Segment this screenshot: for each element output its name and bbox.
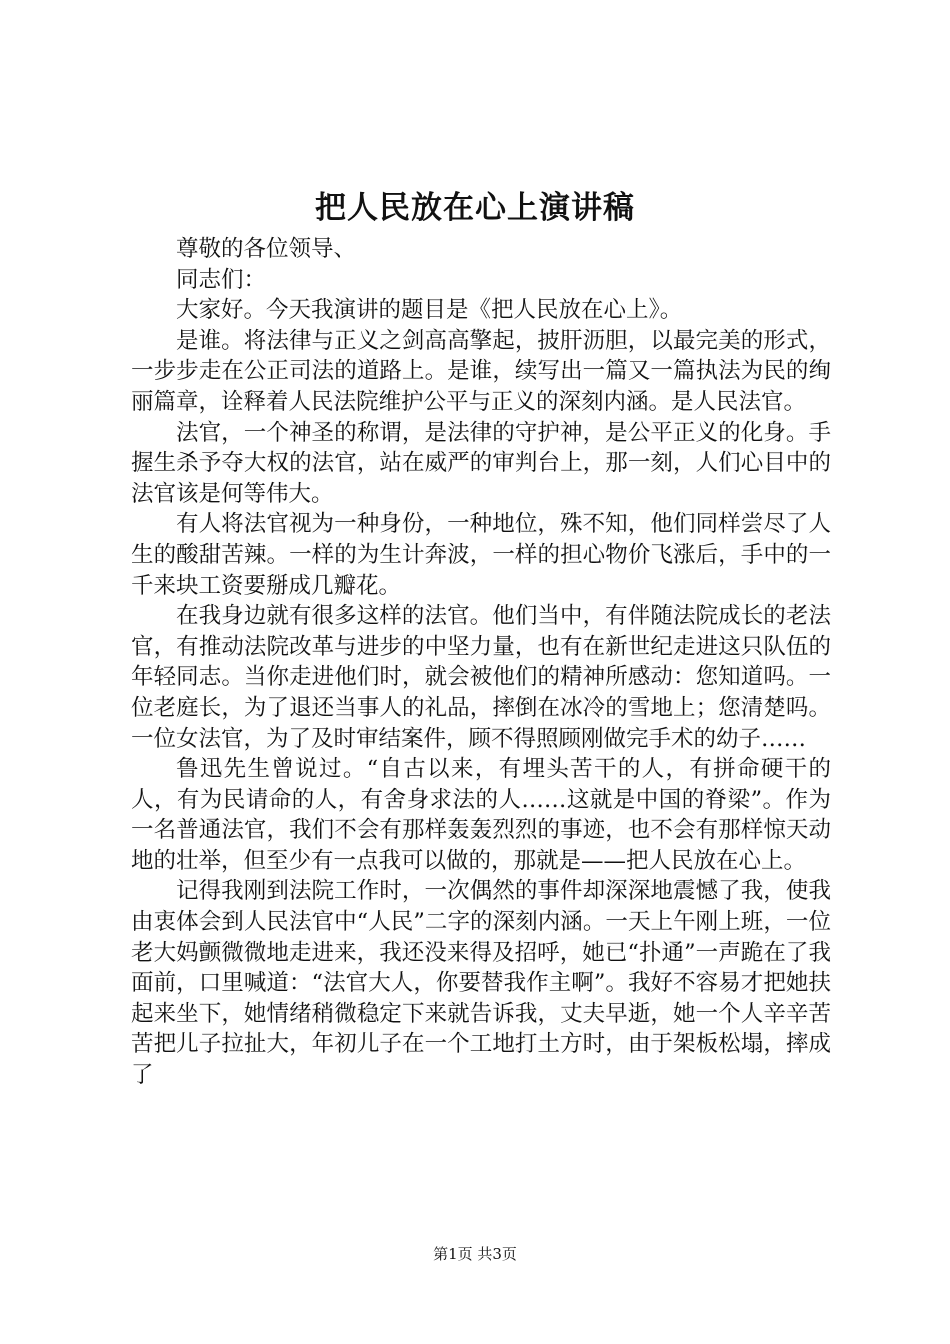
document-body	[131, 234, 831, 1091]
paragraph: 有人将法官视为一种身份，一种地位，殊不知，他们同样尝尽了人生的酸甜苦辣。一样的为生计奔波，一样的担心物价飞涨后，手中的一千来块工资要掰成几瓣花。	[131, 511, 831, 599]
paragraph: 记得我刚到法院工作时，一次偶然的事件却深深地震憾了我，使我由衷体会到人民法官中“人民”二字的深刻内涵。一天上午刚上班，一位老大妈颤微微地走进来，我还没来得及招呼，她已“扑通”一声跪在了我面前，口里喊道：“法官大人，你要替我作主啊”。我好不容易才把她扶起来坐下，她情绪稍微稳定下来就告诉我，丈夫早逝，她一个人辛辛苦苦把儿子拉扯大，年初儿子在一个工地打土方时，由于架板松塌，摔成了	[131, 878, 831, 1089]
paragraph-salutation-2: 同志们：	[176, 266, 267, 293]
paragraph-greeting: 大家好。今天我演讲的题目是《把人民放在心上》。	[176, 297, 683, 324]
paragraph: 在我身边就有很多这样的法官。他们当中，有伴随法院成长的老法官，有推动法院改革与进步的中坚力量，也有在新世纪走进这只队伍的年轻同志。当你走进他们时，就会被他们的精神所感动：您知道吗。一位老庭长，为了退还当事人的礼品，摔倒在冰冷的雪地上；您清楚吗。一位女法官，为了及时审结案件，顾不得照顾刚做完手术的幼子……	[131, 603, 831, 752]
paragraph: 是谁。将法律与正义之剑高高擎起，披肝沥胆，以最完美的形式，一步步走在公正司法的道路上。是谁，续写出一篇又一篇执法为民的绚丽篇章，诠释着人民法院维护公平与正义的深刻内涵。是人民法官。	[131, 327, 831, 415]
document-title: 把人民放在心上演讲稿	[315, 190, 635, 226]
paragraph: 鲁迅先生曾说过。“自古以来，有埋头苦干的人，有拼命硬干的人，有为民请命的人，有舍身求法的人……这就是中国的脊梁”。作为一名普通法官，我们不会有那样轰轰烈烈的事迹，也不会有那样惊天动地的壮举，但至少有一点我可以做的，那就是——把人民放在心上。	[131, 756, 831, 874]
paragraph-salutation-1: 尊敬的各位领导、	[176, 236, 357, 262]
paragraph: 法官，一个神圣的称谓，是法律的守护神，是公平正义的化身。手握生杀予夺大权的法官，站在威严的审判台上，那一刻，人们心目中的法官该是何等伟大。	[131, 419, 831, 507]
page-number: 第1页 共3页	[433, 1245, 517, 1263]
